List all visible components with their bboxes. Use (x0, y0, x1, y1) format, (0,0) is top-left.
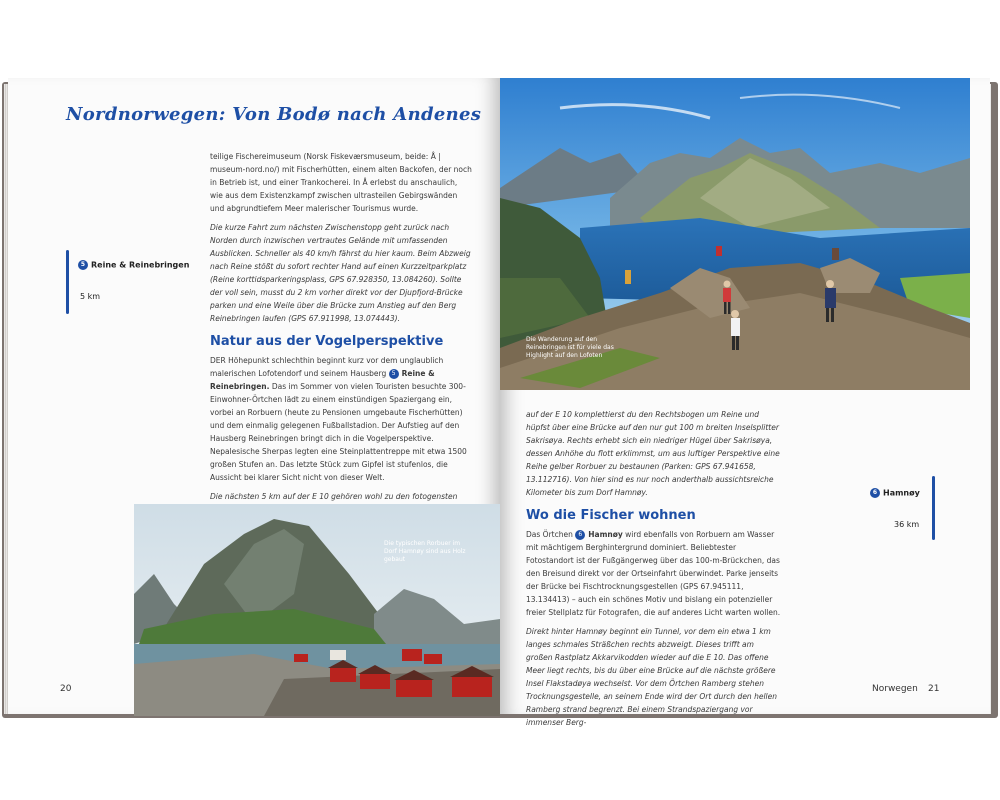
right-photo-caption: Die Wanderung auf den Reinebringen ist für viele das Highlight auf den Lofoten (526, 336, 614, 359)
route-marker (78, 260, 189, 270)
marker-label-right: Hamnøy (883, 488, 920, 498)
hamnoy-photo (134, 504, 500, 716)
marker-label: Reine & Reinebringen (91, 260, 190, 270)
marker-badge: 5 (78, 260, 88, 270)
highlight-paragraph (210, 354, 472, 484)
highlight-text-a: DER Höhepunkt schlechthin beginnt kurz vor dem unglaublich malerischen Lofotendorf und seinem Hausberg (210, 356, 444, 378)
left-page (8, 78, 500, 714)
hamnoy-photo-image (134, 504, 500, 716)
marker-badge-right: 6 (870, 488, 880, 498)
sakrisoya-paragraph: auf der E 10 komplettierst du den Rechtsbogen um Reine und hüpfst über eine Brücke auf den nur gut 100 m breiten Inselsplitter Sakrisøya. Rechts erhebt sich ein niedriger Hügel über Sakrisøya, dessen Anhöhe du flott erklimmst, um aus luftiger Perspektive eine Reihe gelber Rorbuer zu bestaunen (Parken: GPS 67.941658, 13.112716). Von hier sind es nur noch anderthalb aussichtsreiche Kilometer bis zum Dorf Hamnøy. (526, 410, 780, 497)
section-heading-right: Wo die Fischer wohnen (526, 508, 696, 523)
marker-distance: 5 km (80, 292, 101, 301)
directions-paragraph: Die kurze Fahrt zum nächsten Zwischenstopp geht zurück nach Norden durch inzwischen vertrautes Gelände mit umfassenden Ausblicken. Schneller als 40 km/h fährst du hier kaum. Beim Abzweig nach Reine stößt du sofort rechter Hand auf einen Kurzzeitparkplatz (Reine korttidsparkeringsplass, GPS 67.928350, 13.084260). Sollte der voll sein, musst du 2 km vorher direkt vor der Djupfjord-Brücke parken und eine Weile über die Brücke zum Anstieg auf den Berg Reinebringen laufen (GPS 67.911998, 13.074443). (210, 223, 471, 323)
hamnoy-text-b: wird ebenfalls von Rorbuern am Wasser mit mächtigem Berghintergrund dominiert. Beliebtester Fotostandort ist der Fußgängerweg über das 100-m-Brückchen, das den Breisund direkt vor der Ortseinfahrt überwindet. Parke jenseits der Brücke bei Fischtrocknungsgestellen (GPS 67.945111, 13.134413) – auch ein schönes Motiv und bislang ein potenzieller freier Stellplatz für Fotografen, die auf anderes Licht warten wollen. (526, 530, 781, 617)
hamnoy-inline-label: Hamnøy (588, 530, 623, 539)
hamnoy-paragraph (526, 528, 782, 619)
marker-badge-inline-right: 6 (575, 530, 585, 540)
chapter-title: Nordnorwegen: Von Bodø nach Andenes (66, 104, 482, 125)
highlight-text-b: Das im Sommer von vielen Touristen besuchte 300-Einwohner-Örtchen lädt zu einem einstündigen Spaziergang ein, vorbei an Rorbuern (heute zu Pensionen umgebaute Fischerhütten) und dem einmalig gelegenen Fußballstadion. Der Aufstieg auf den Hausberg Reinebringen bringt dich in die Vogelperspektive. Nepalesische Sherpas legten eine Steinplattentreppe mit etwa 1500 großen Stufen an. Das letzte Stück zum Gipfel ist stufenlos, die Aussicht bei klarer Sicht nicht von dieser Welt. (210, 382, 467, 482)
route-marker-bar-right (932, 476, 935, 540)
route-marker-right (870, 488, 920, 498)
right-text-column (526, 408, 782, 735)
page-footer-label: Norwegen (872, 684, 918, 694)
marker-distance-right: 36 km (894, 520, 920, 529)
route-paragraph: Die nächsten 5 km auf der E 10 gehören wohl zu den fotogensten (210, 492, 458, 501)
intro-paragraph: teilige Fischereimuseum (Norsk Fiskeværsmuseum, beide: Å | museum-nord.no/) mit Fischerhütten, einem alten Backofen, der noch in Betrieb ist, und einer Trankocherei. In Å erlebst du anschaulich, wie aus dem Existenzkampf zwischen ultrasteilen Gebirgswänden und abgrundtiefem Meer malerischer Tourismus wurde. (210, 152, 472, 213)
left-photo-caption: Die typischen Rorbuer im Dorf Hamnøy sind aus Holz gebaut (384, 540, 466, 563)
highlight-inline-label: Reine & Reinebringen. (210, 369, 435, 391)
open-book (0, 78, 1000, 727)
marker-badge-inline: 5 (389, 369, 399, 379)
page-number-left: 20 (60, 684, 72, 694)
tunnel-paragraph: Direkt hinter Hamnøy beginnt ein Tunnel, vor dem ein etwa 1 km langes schmales Sträßchen rechts abzweigt. Dieses trifft am großen Rastplatz Akkarvikodden wieder auf die E 10. Das offene Meer liegt rechts, bis du über eine Brücke auf die nächste größere Insel Flakstadøya wechselst. Vor dem Örtchen Ramberg stehen Trocknungsgestelle, an seinem Ende wird der Ort durch den hellen Ramberg strand begrenzt. Bei einem Strandspaziergang vor immenser Berg- (526, 627, 777, 727)
left-text-column (210, 150, 472, 548)
route-marker-bar (66, 250, 69, 314)
section-heading: Natur aus der Vogelperspektive (210, 334, 444, 349)
right-page (500, 78, 990, 727)
hamnoy-text-a: Das Örtchen (526, 530, 573, 539)
page-number-right: 21 (928, 684, 940, 694)
